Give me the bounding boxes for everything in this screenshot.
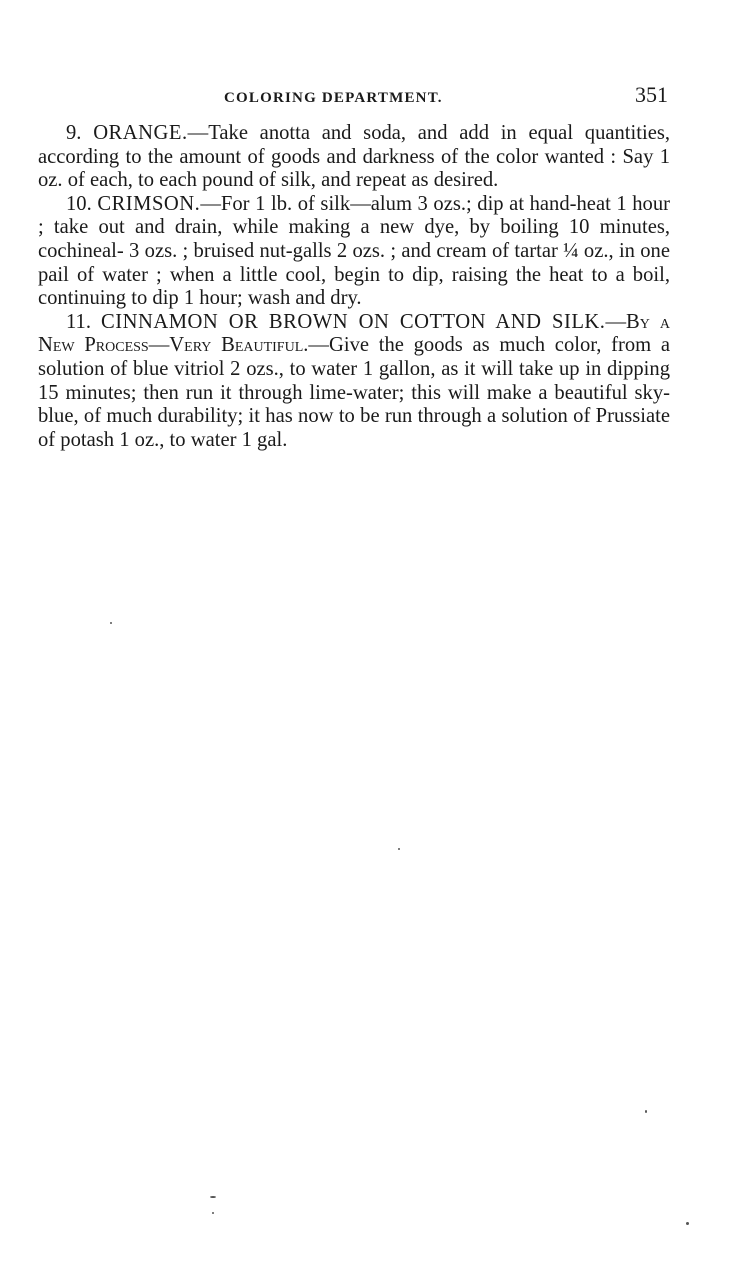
page-number: 351 bbox=[635, 82, 668, 107]
running-title: COLORING DEPARTMENT. bbox=[224, 90, 443, 106]
recipe-number: 11. bbox=[66, 310, 91, 333]
recipe-number: 10. bbox=[66, 192, 92, 215]
recipe-body: —Give the goods as much color, from a solution of blue vitriol 2 ozs., to water 1 gallon, as it will take up in dipping 15 minutes; then run it through lime-water; this will make a beautiful sky-blue, of much durability; it has now to be run through a solution of Prussiate of potash 1 oz., to water 1 gal. bbox=[38, 334, 671, 451]
recipe-number: 9. bbox=[66, 122, 82, 144]
recipe-heading: CRIMSON. bbox=[97, 192, 201, 215]
print-speck bbox=[210, 1196, 216, 1198]
recipe-body: —For 1 lb. of silk—alum 3 ozs.; dip at hand-heat 1 hour ; take out and drain, while making a new dye, by boiling 10 minutes, cochineal- 3 ozs. ; bruised nut-galls 2 ozs. ; and cream of tartar ¼ oz., in one pail of water ; when a little cool, begin to dip, raising the heat to a boil, continuing to dip 1 hour; wash and dry. bbox=[38, 192, 670, 310]
page-header bbox=[38, 82, 670, 114]
recipe-cinnamon bbox=[38, 311, 670, 453]
print-speck bbox=[110, 622, 112, 624]
recipe-orange bbox=[38, 122, 670, 193]
print-speck bbox=[398, 848, 400, 850]
recipe-body: —Take anotta and soda, and add in equal quantities, according to the amount of goods and darkness of the color wanted : Say 1 oz. of each, to each pound of silk, and repeat as desired. bbox=[38, 122, 670, 192]
recipe-crimson bbox=[38, 193, 670, 311]
recipe-heading: CINNAMON OR BROWN ON COTTON AND SILK. bbox=[101, 310, 606, 333]
print-speck bbox=[212, 1212, 214, 1214]
recipe-subheading: —By a New Process—Very Beautiful. bbox=[38, 310, 671, 357]
book-page bbox=[38, 82, 670, 452]
print-speck bbox=[686, 1222, 689, 1225]
print-speck bbox=[645, 1110, 647, 1113]
recipe-heading: ORANGE. bbox=[93, 122, 188, 144]
